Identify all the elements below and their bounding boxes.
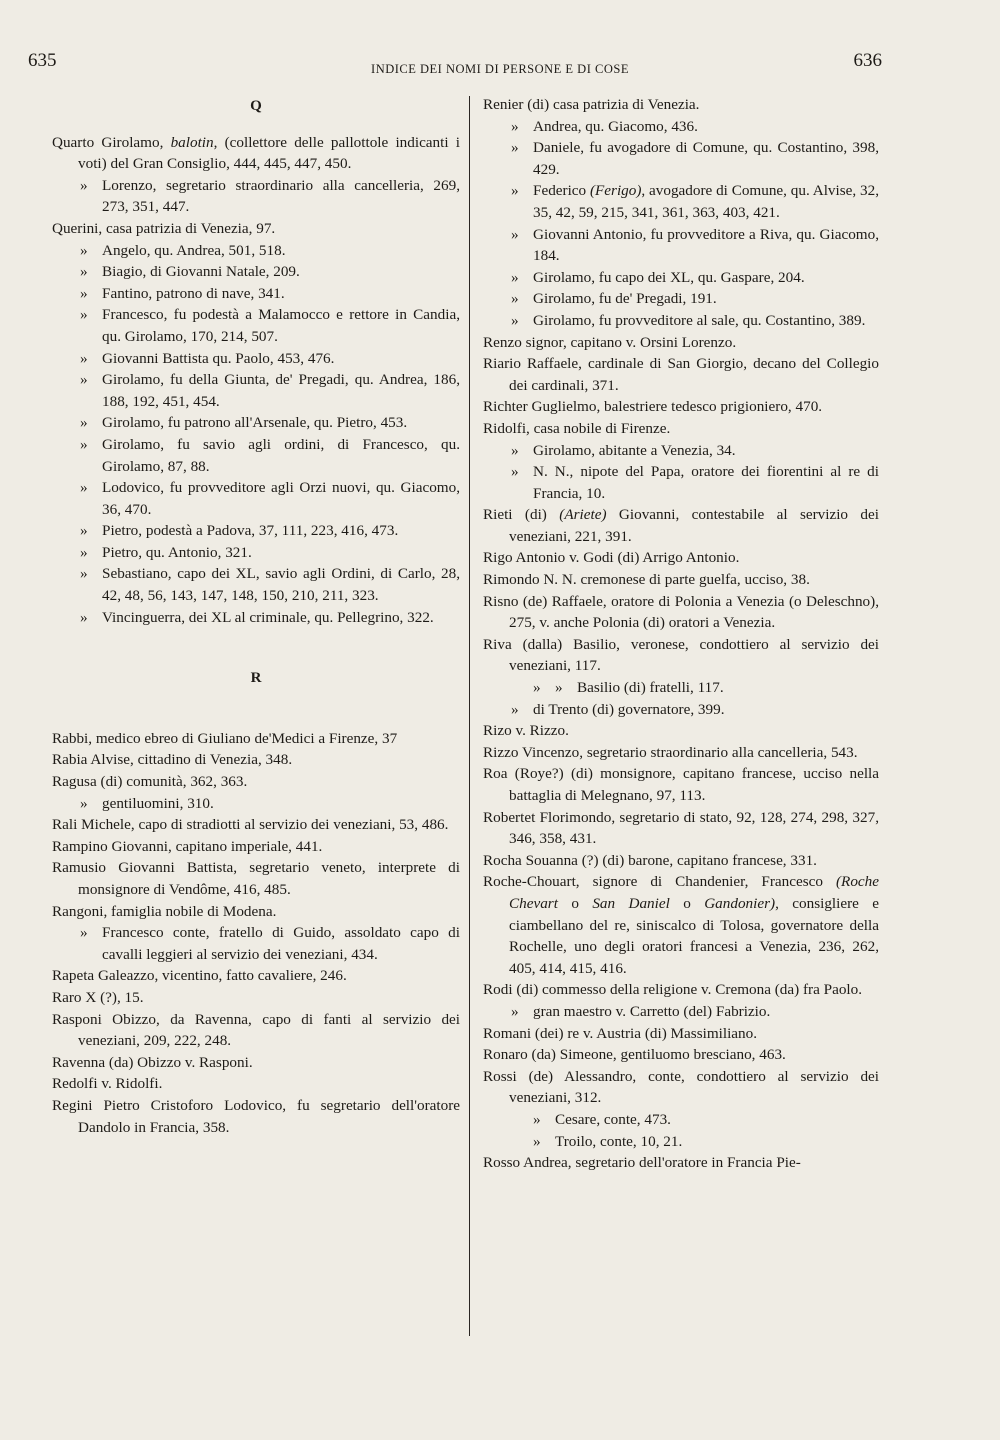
index-entry: » Sebastiano, capo dei XL, savio agli Ordini, di Carlo, 28, 42, 48, 56, 143, 147, 148, 150, 210, 211, 323.	[80, 565, 460, 605]
entries-right	[483, 94, 879, 1174]
index-entry: » di Trento (di) governatore, 399.	[511, 700, 725, 718]
right-column	[483, 94, 879, 1174]
index-entry: Risno (de) Raffaele, oratore di Polonia a Venezia (o Deleschno), 275, v. anche Polonia (di) oratori a Venezia.	[483, 592, 879, 632]
index-entry: Quarto Girolamo, balotin, (collettore delle pallottole indicanti i voti) del Gran Consiglio, 444, 445, 447, 450.	[52, 133, 460, 173]
index-entry: Ridolfi, casa nobile di Firenze.	[483, 419, 671, 437]
index-entry: Renzo signor, capitano v. Orsini Lorenzo.	[483, 333, 737, 351]
index-entry: » » Basilio (di) fratelli, 117.	[533, 679, 724, 697]
column-divider	[469, 96, 470, 1336]
index-entry: Ravenna (da) Obizzo v. Rasponi.	[52, 1053, 253, 1071]
index-entry: » Andrea, qu. Giacomo, 436.	[511, 117, 698, 135]
section-letter-q: Q	[250, 98, 262, 114]
page-number-right: 636	[853, 50, 882, 71]
index-entry: Rosso Andrea, segretario dell'oratore in Francia Pie-	[483, 1154, 801, 1172]
index-entry: Rabbi, medico ebreo di Giuliano de'Medici a Firenze, 37	[52, 729, 398, 747]
index-entry: Ramusio Giovanni Battista, segretario veneto, interprete di monsignore di Vendôme, 416, 485.	[52, 859, 460, 898]
index-entry: Renier (di) casa patrizia di Venezia.	[483, 96, 700, 113]
index-entry: Richter Guglielmo, balestriere tedesco prigioniero, 470.	[483, 398, 823, 416]
index-entry: » Pietro, qu. Antonio, 321.	[80, 543, 252, 561]
entries-q	[52, 132, 460, 629]
left-column	[52, 88, 460, 1138]
index-entry: Rimondo N. N. cremonese di parte guelfa, ucciso, 38.	[483, 571, 810, 589]
index-entry: » Girolamo, fu della Giunta, de' Pregadi, qu. Andrea, 186, 188, 192, 451, 454.	[80, 371, 460, 410]
index-entry: Raro X (?), 15.	[52, 988, 144, 1006]
index-entry: Rieti (di) (Ariete) Giovanni, contestabile al servizio dei veneziani, 221, 391.	[483, 506, 879, 545]
index-entry: » gran maestro v. Carretto (del) Fabrizio.	[511, 1002, 771, 1020]
index-entry: Rigo Antonio v. Godi (di) Arrigo Antonio.	[483, 549, 740, 567]
index-entry: » Fantino, patrono di nave, 341.	[80, 284, 285, 302]
index-entry: Rossi (de) Alessandro, conte, condottiero al servizio dei veneziani, 312.	[483, 1067, 879, 1107]
index-entry: » Lodovico, fu provveditore agli Orzi nuovi, qu. Giacomo, 36, 470.	[80, 479, 460, 518]
index-entry: Roa (Roye?) (di) monsignore, capitano francese, ucciso nella battaglia di Melegnano, 97, 113.	[483, 765, 879, 804]
page-number-left: 635	[28, 50, 57, 71]
index-entry: Rasponi Obizzo, da Ravenna, capo di fanti al servizio dei veneziani, 209, 222, 248.	[52, 1010, 460, 1050]
index-entry: Rizzo Vincenzo, segretario straordinario alla cancelleria, 543.	[483, 743, 858, 761]
index-entry: » Vincinguerra, dei XL al criminale, qu. Pellegrino, 322.	[80, 608, 434, 626]
index-entry: Riario Raffaele, cardinale di San Giorgio, decano del Collegio dei cardinali, 371.	[483, 355, 879, 394]
index-entry: » Girolamo, fu savio agli ordini, di Francesco, qu. Girolamo, 87, 88.	[80, 435, 460, 475]
index-entry: Redolfi v. Ridolfi.	[52, 1075, 163, 1093]
index-entry: » Girolamo, fu provveditore al sale, qu. Costantino, 389.	[511, 311, 866, 329]
index-entry: » Pietro, podestà a Padova, 37, 111, 223, 416, 473.	[80, 522, 399, 540]
index-entry: Ronaro (da) Simeone, gentiluomo bresciano, 463.	[483, 1046, 786, 1064]
index-entry: Rizo v. Rizzo.	[483, 722, 569, 740]
index-entry: » Daniele, fu avogadore di Comune, qu. Costantino, 398, 429.	[511, 139, 879, 178]
index-entry: » Girolamo, fu capo dei XL, qu. Gaspare, 204.	[511, 268, 805, 286]
index-entry: » Giovanni Battista qu. Paolo, 453, 476.	[80, 349, 335, 367]
index-entry: Riva (dalla) Basilio, veronese, condottiero al servizio dei veneziani, 117.	[483, 635, 879, 675]
index-entry: Rapeta Galeazzo, vicentino, fatto cavaliere, 246.	[52, 967, 347, 985]
header-title: INDICE DEI NOMI DI PERSONE E DI COSE	[371, 62, 629, 76]
index-entry: Regini Pietro Cristoforo Lodovico, fu segretario dell'oratore Dandolo in Francia, 358.	[52, 1096, 460, 1136]
index-entry: » Francesco conte, fratello di Guido, assoldato capo di cavalli leggieri al servizio dei veneziani, 434.	[80, 924, 460, 963]
index-entry: » Cesare, conte, 473.	[533, 1110, 671, 1128]
index-entry: Querini, casa patrizia di Venezia, 97.	[52, 219, 276, 237]
index-entry: » Troilo, conte, 10, 21.	[533, 1132, 683, 1150]
index-entry: Rabia Alvise, cittadino di Venezia, 348.	[52, 751, 293, 769]
index-entry: » Lorenzo, segretario straordinario alla cancelleria, 269, 273, 351, 447.	[80, 176, 460, 216]
index-entry: Romani (dei) re v. Austria (di) Massimiliano.	[483, 1024, 758, 1042]
section-letter-r: R	[250, 670, 262, 687]
index-entry: » Girolamo, fu patrono all'Arsenale, qu. Pietro, 453.	[80, 414, 408, 432]
index-entry: » N. N., nipote del Papa, oratore dei fiorentini al re di Francia, 10.	[511, 463, 879, 502]
index-entry: » Giovanni Antonio, fu provveditore a Riva, qu. Giacomo, 184.	[511, 225, 879, 265]
index-entry: » Girolamo, abitante a Venezia, 34.	[511, 441, 736, 459]
entries-r	[52, 728, 460, 1138]
index-entry: Rali Michele, capo di stradiotti al servizio dei veneziani, 53, 486.	[52, 816, 449, 834]
index-entry: » Francesco, fu podestà a Malamocco e rettore in Candia, qu. Girolamo, 170, 214, 507.	[80, 306, 460, 345]
index-entry: » Federico (Ferigo), avogadore di Comune, qu. Alvise, 32, 35, 42, 59, 215, 341, 361, 363, 403, 421.	[511, 182, 879, 221]
index-entry: Ragusa (di) comunità, 362, 363.	[52, 773, 248, 791]
index-entry: » Angelo, qu. Andrea, 501, 518.	[80, 241, 286, 259]
running-header	[0, 50, 1000, 90]
index-entry: Rangoni, famiglia nobile di Modena.	[52, 902, 277, 920]
index-entry: Rampino Giovanni, capitano imperiale, 441.	[52, 837, 323, 855]
index-entry: Robertet Florimondo, segretario di stato, 92, 128, 274, 298, 327, 346, 358, 431.	[483, 808, 879, 848]
index-entry: » Girolamo, fu de' Pregadi, 191.	[511, 290, 717, 308]
index-entry: » Biagio, di Giovanni Natale, 209.	[80, 263, 300, 281]
index-entry: Roche-Chouart, signore di Chandenier, Francesco (Roche Chevart o San Daniel o Gandonier), consigliere e ciambellano del re, siniscalco di Tolosa, governatore della Rochelle, uno degli oratori francesi a Venezia, 236, 262, 405, 414, 415, 416.	[483, 873, 880, 977]
index-entry: » gentiluomini, 310.	[80, 794, 214, 812]
index-entry: Rodi (di) commesso della religione v. Cremona (da) fra Paolo.	[483, 981, 863, 999]
index-entry: Rocha Souanna (?) (di) barone, capitano francese, 331.	[483, 851, 817, 869]
